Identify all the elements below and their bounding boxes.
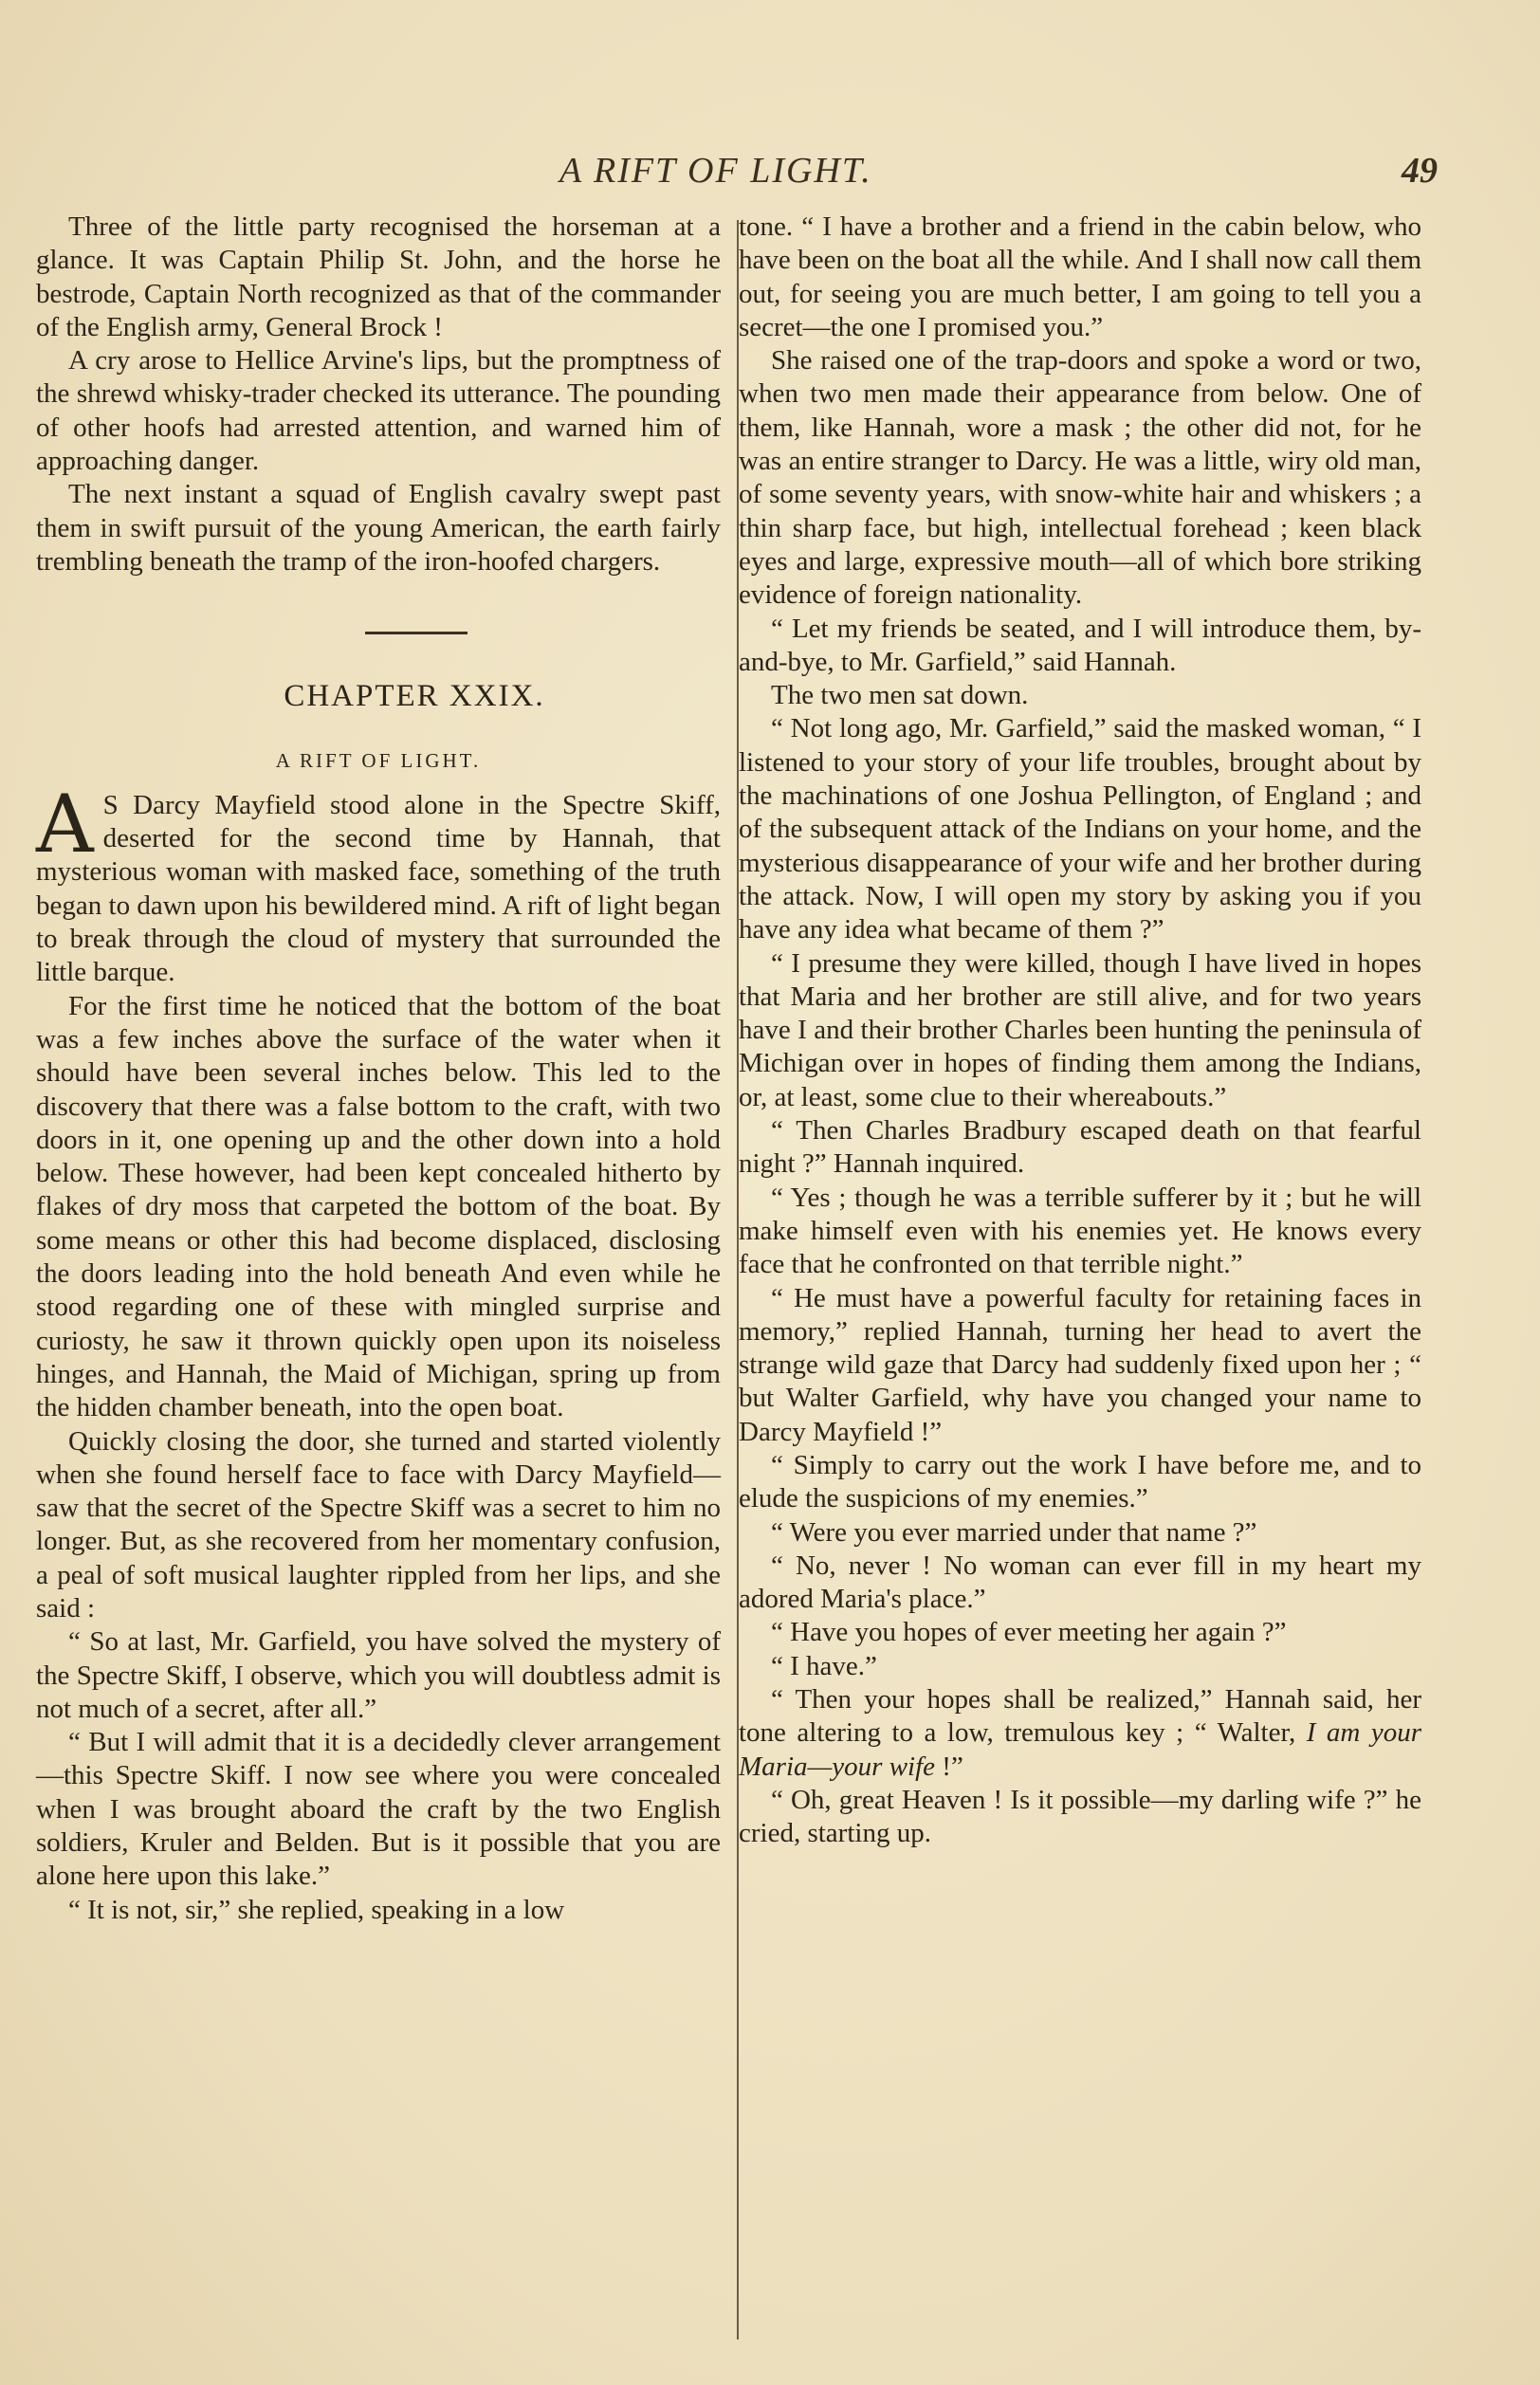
chapter-subtitle: A RIFT OF LIGHT. [275, 748, 482, 772]
left-column [36, 211, 721, 1927]
paragraph: “ But I will admit that it is a decidedly clever arrangement—this Spectre Skiff. I now see where you were concealed when I was brought aboard the craft by the two English soldiers, Kruler and Belden. But is it possible that you are alone here upon this lake.” [36, 1727, 721, 1892]
right-column [739, 211, 1421, 1851]
drop-cap: A [36, 777, 94, 871]
running-head [0, 150, 1540, 197]
paragraph: The next instant a squad of English cavalry swept past them in swift pursuit of the young American, the earth fairly trembling beneath the tramp of the iron-hoofed chargers. [36, 479, 721, 577]
paragraph: “ Not long ago, Mr. Garfield,” said the masked woman, “ I listened to your story of your life troubles, brought about by the machinations of one Joshua Pellington, of England ; and of the subsequent attack of the Indians on your home, and the mysterious disappearance of your wife and her brother during the attack. Now, I will open my story by asking you if you have any idea what became of them ?” [739, 713, 1421, 945]
paragraph: She raised one of the trap-doors and spoke a word or two, when two men made their appearance from below. One of them, like Hannah, wore a mask ; the other did not, for he was an entire stranger to Darcy. He was a little, wiry old man, of some seventy years, with snow-white hair and whiskers ; a thin sharp face, but high, intellectual forehead ; keen black eyes and large, expressive mouth—all of which bore striking evidence of foreign nationality. [739, 345, 1421, 611]
paragraph: “ Let my friends be seated, and I will introduce them, by-and-bye, to Mr. Garfield,” said Hannah. [739, 613, 1421, 677]
paragraph: “ Were you ever married under that name ?” [771, 1516, 1257, 1548]
section-break-rule [365, 632, 468, 634]
chapter-opening-paragraph [36, 777, 721, 990]
paragraph: “ So at last, Mr. Garfield, you have solved the mystery of the Spectre Skiff, I observe, which you will doubtless admit is not much of a secret, after all.” [36, 1626, 721, 1724]
reveal-close: !” [935, 1751, 963, 1782]
reveal-italic: I am your Maria—your wife [739, 1717, 1421, 1782]
paragraph-continued: tone. “ I have a brother and a friend in the cabin below, who have been on the boat all the while. And I shall now call them out, for seeing you are much better, I am going to tell you a secret—the one I promised you.” [739, 211, 1421, 342]
reveal-paragraph [739, 1683, 1421, 1784]
paragraph: “ I have.” [771, 1650, 877, 1681]
opening-text: S Darcy Mayfield stood alone in the Spectre Skiff, deserted for the second time by Hannah, that mysterious woman with masked face, something of the truth began to dawn upon his bewildered mind. A rift of light began to break through the cloud of mystery that surrounded the little barque. [36, 789, 721, 988]
paragraph: Three of the little party recognised the horseman at a glance. It was Captain Philip St. John, and the horse he bestrode, Captain North recognized as that of the commander of the English army, General Brock ! [36, 211, 721, 342]
paragraph: “ No, never ! No woman can ever fill in my heart my adored Maria's place.” [739, 1550, 1421, 1615]
paragraph: “ I presume they were killed, though I have lived in hopes that Maria and her brother are still alive, and for two years have I and their brother Charles been hunting the peninsula of Michigan over in hopes of finding them among the Indians, or, at least, some clue to their whereabouts.” [739, 947, 1421, 1112]
paragraph: “ Then Charles Bradbury escaped death on that fearful night ?” Hannah inquired. [739, 1115, 1421, 1180]
paragraph: The two men sat down. [771, 680, 1029, 711]
paragraph: A cry arose to Hellice Arvine's lips, but the promptness of the shrewd whisky-trader checked its utterance. The pounding of other hoofs had arrested attention, and warned him of approaching danger. [36, 345, 721, 477]
paragraph: “ It is not, sir,” she replied, speaking in a low [68, 1894, 565, 1925]
paragraph: For the first time he noticed that the bottom of the boat was a few inches above the surface of the water when it should have been several inches below. This led to the discovery that there was a false bottom to the craft, with two doors in it, one opening up and the other down into a hold below. These however, had been kept concealed hitherto by flakes of dry moss that carpeted the bottom of the boat. By some means or other this had become displaced, disclosing the doors leading into the hold beneath And even while he stood regarding one of these with mingled surprise and curiosty, he saw it thrown quickly open upon its noiseless hinges, and Hannah, the Maid of Michigan, spring up from the hidden chamber beneath, into the open boat. [36, 990, 721, 1423]
paragraph: “ Oh, great Heaven ! Is it possible—my darling wife ?” he cried, starting up. [739, 1784, 1421, 1849]
chapter-heading: CHAPTER XXIX. [284, 679, 545, 714]
paragraph: “ Have you hopes of ever meeting her again ?” [771, 1617, 1287, 1648]
paragraph: “ Yes ; though he was a terrible sufferer by it ; but he will make himself even with his enemies yet. He knows every face that he confronted on that terrible night.” [739, 1182, 1421, 1280]
reveal-intro: “ Then your hopes shall be realized,” Hannah said, her tone altering to a low, tremulous key ; “ Walter, [739, 1684, 1421, 1749]
running-title: A RIFT OF LIGHT. [559, 151, 872, 191]
paragraph: “ He must have a powerful faculty for retaining faces in memory,” replied Hannah, turning her head to avert the strange wild gaze that Darcy had suddenly fixed upon her ; “ but Walter Garfield, why have you changed your name to Darcy Mayfield !” [739, 1282, 1421, 1447]
paragraph: “ Simply to carry out the work I have before me, and to elude the suspicions of my enemies.” [739, 1449, 1421, 1514]
page-number: 49 [1402, 151, 1438, 191]
paragraph: Quickly closing the door, she turned and started violently when she found herself face to face with Darcy Mayfield—saw that the secret of the Spectre Skiff was a secret to him no longer. But, as she recovered from her momentary confusion, a peal of soft musical laughter rippled from her lips, and she said : [36, 1425, 721, 1624]
